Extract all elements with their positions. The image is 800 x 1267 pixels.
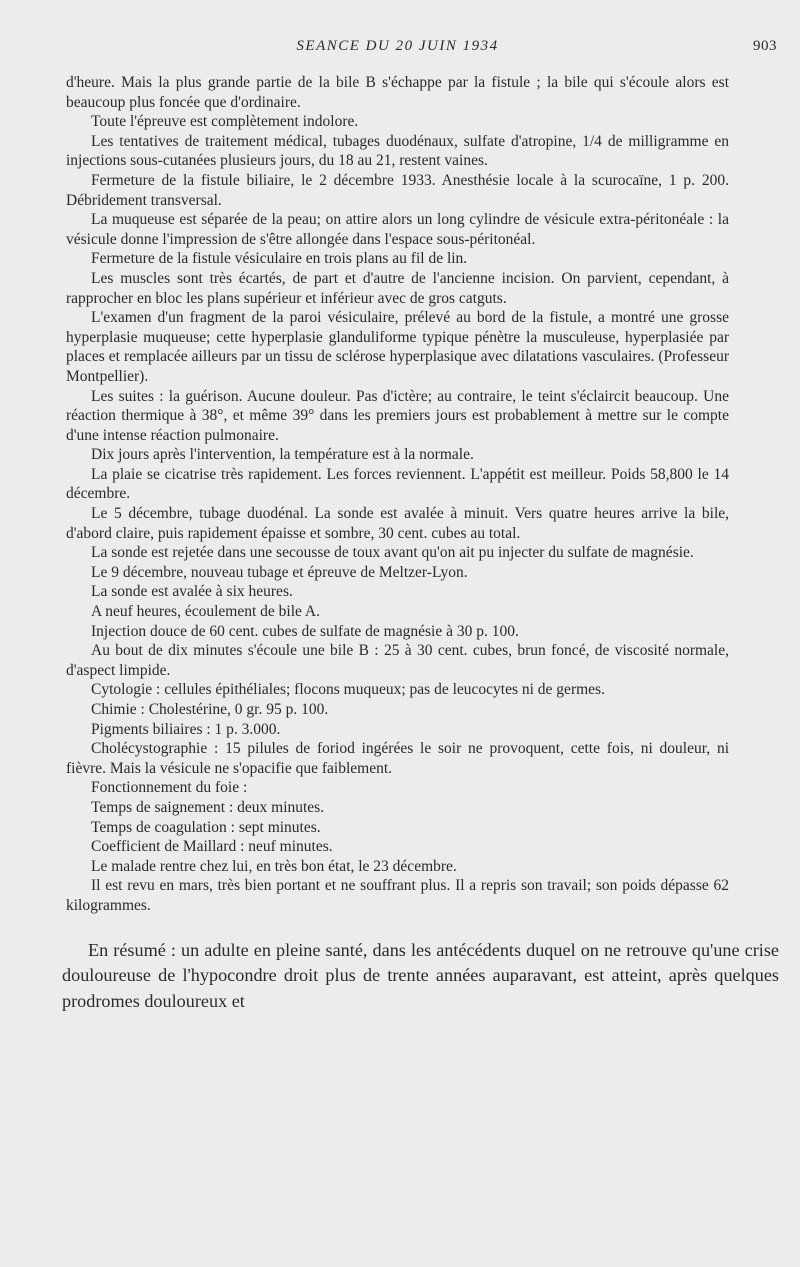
paragraph: Les suites : la guérison. Aucune douleur. Pas d'ictère; au contraire, le teint s'éclaircit beaucoup. Une réaction thermique à 38°, et même 39° dans les premiers jours est probablement à mettre sur le compte d'une intense réaction pulmonaire.	[66, 387, 729, 444]
summary-section	[62, 938, 779, 1015]
paragraph: Dix jours après l'intervention, la température est à la normale.	[91, 446, 474, 464]
paragraph: La sonde est rejetée dans une secousse de toux avant qu'on ait pu injecter du sulfate de magnésie.	[91, 544, 694, 562]
paragraph: Fonctionnement du foie :	[91, 779, 248, 797]
running-title: SEANCE DU 20 JUIN 1934	[296, 38, 499, 54]
paragraph: Chimie : Cholestérine, 0 gr. 95 p. 100.	[91, 701, 329, 718]
paragraph: Le 9 décembre, nouveau tubage et épreuve de Meltzer-Lyon.	[91, 563, 468, 581]
paragraph: Coefficient de Maillard : neuf minutes.	[91, 838, 333, 856]
paragraph: Temps de coagulation : sept minutes.	[91, 818, 321, 836]
paragraph: Injection douce de 60 cent. cubes de sulfate de magnésie à 30 p. 100.	[91, 622, 519, 640]
paragraph: La plaie se cicatrise très rapidement. Les forces reviennent. L'appétit est meilleur. Poids 58,800 le 14 décembre.	[66, 465, 729, 503]
paragraph: Toute l'épreuve est complètement indolore.	[91, 113, 359, 131]
running-header	[66, 38, 777, 60]
paragraph: Il est revu en mars, très bien portant et ne souffrant plus. Il a repris son travail; son poids dépasse 62 kilogrammes.	[66, 877, 729, 914]
summary-paragraph: En résumé : un adulte en pleine santé, dans les antécédents duquel on ne retrouve qu'une crise douloureuse de l'hypocondre droit plus de trente années auparavant, est atteint, après quelques prodromes douloureux et	[62, 939, 779, 1011]
paragraph: A neuf heures, écoulement de bile A.	[91, 603, 320, 621]
paragraph: La sonde est avalée à six heures.	[91, 583, 293, 601]
paragraph: Cytologie : cellules épithéliales; flocons muqueux; pas de leucocytes ni de germes.	[91, 681, 605, 699]
paragraph: Au bout de dix minutes s'écoule une bile B : 25 à 30 cent. cubes, brun foncé, de viscosité normale, d'aspect limpide.	[66, 642, 729, 679]
paragraph: Les tentatives de traitement médical, tubages duodénaux, sulfate d'atropine, 1/4 de milligramme en injections sous-cutanées plusieurs jours, du 18 au 21, restent vaines.	[66, 132, 729, 170]
paragraph: Le malade rentre chez lui, en très bon état, le 23 décembre.	[91, 857, 457, 875]
paragraph: Pigments biliaires : 1 p. 3.000.	[91, 720, 281, 738]
body-text	[66, 73, 729, 916]
paragraph: L'examen d'un fragment de la paroi vésiculaire, prélevé au bord de la fistule, a montré une grosse hyperplasie muqueuse; cette hyperplasie glanduliforme typique pénètre la musculeuse, hyperplasiée par places et remplacée ailleurs par un tissu de sclérose hyperplasique avec dilatations vasculaires. (Professeur Montpellier).	[66, 309, 729, 385]
paragraph: La muqueuse est séparée de la peau; on attire alors un long cylindre de vésicule extra-péritonéale : la vésicule donne l'impression de s'être allongée dans l'espace sous-péritonéal.	[66, 211, 729, 248]
paragraph: Cholécystographie : 15 pilules de foriod ingérées le soir ne provoquent, cette fois, ni douleur, ni fièvre. Mais la vésicule ne s'opacifie que faiblement.	[66, 740, 729, 777]
paragraph: d'heure. Mais la plus grande partie de la bile B s'échappe par la fistule ; la bile qui s'écoule alors est beaucoup plus foncée que d'ordinaire.	[66, 74, 729, 111]
paragraph: Fermeture de la fistule biliaire, le 2 décembre 1933. Anesthésie locale à la scurocaïne, 1 p. 200. Débridement transversal.	[66, 171, 729, 209]
page-number: 903	[753, 38, 777, 54]
paragraph: Le 5 décembre, tubage duodénal. La sonde est avalée à minuit. Vers quatre heures arrive la bile, d'abord claire, puis rapidement épaisse et sombre, 30 cent. cubes au total.	[66, 505, 729, 542]
paragraph: Fermeture de la fistule vésiculaire en trois plans au fil de lin.	[91, 250, 468, 268]
paragraph: Temps de saignement : deux minutes.	[91, 798, 325, 816]
paragraph: Les muscles sont très écartés, de part et d'autre de l'ancienne incision. On parvient, cependant, à rapprocher en bloc les plans supérieur et inférieur avec de gros catguts.	[66, 269, 729, 307]
